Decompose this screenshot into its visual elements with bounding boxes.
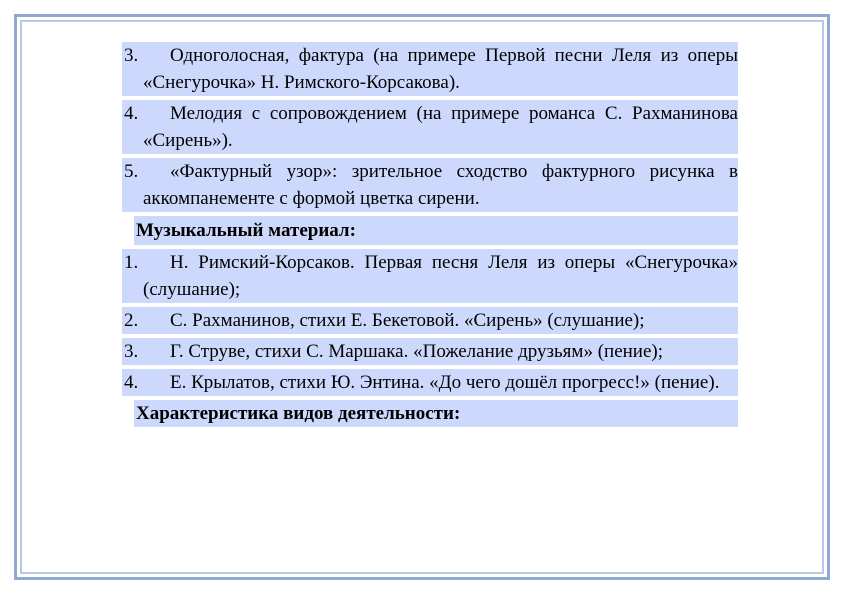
list-item <box>122 338 738 365</box>
list-text: Е. Крылатов, стихи Ю. Энтина. «До чего дошёл прогресс!» (пение). <box>170 372 720 393</box>
list-item <box>122 369 738 396</box>
list-number: 1. <box>124 252 139 273</box>
list-number: 4. <box>124 103 139 124</box>
list-number: 3. <box>124 341 139 362</box>
list-item <box>122 42 738 96</box>
list-number: 5. <box>124 161 139 182</box>
list-number: 2. <box>124 310 139 331</box>
list-text: «Фактурный узор»: зрительное сходство фактурного рисунка в аккомпанементе с формой цветка сирени. <box>143 161 738 209</box>
list-item <box>122 249 738 303</box>
list-text: Мелодия с сопровождением (на примере романса С. Рахманинова «Сирень»). <box>143 103 738 151</box>
list-number: 4. <box>124 372 139 393</box>
list-text: Н. Римский-Корсаков. Первая песня Леля из оперы «Снегурочка» (слушание); <box>143 252 738 300</box>
section-heading-activities: Характеристика видов деятельности: <box>134 400 738 427</box>
section-heading-material: Музыкальный материал: <box>134 216 738 245</box>
list-text: С. Рахманинов, стихи Е. Бекетовой. «Сирень» (слушание); <box>170 310 645 331</box>
slide-content <box>122 42 738 427</box>
list-item <box>122 158 738 212</box>
list-item <box>122 100 738 154</box>
list-number: 3. <box>124 45 139 66</box>
list-text: Г. Струве, стихи С. Маршака. «Пожелание друзьям» (пение); <box>170 341 663 362</box>
list-item <box>122 307 738 334</box>
list-text: Одноголосная, фактура (на примере Первой песни Леля из оперы «Снегурочка» Н. Римского-Корсакова). <box>143 45 738 93</box>
